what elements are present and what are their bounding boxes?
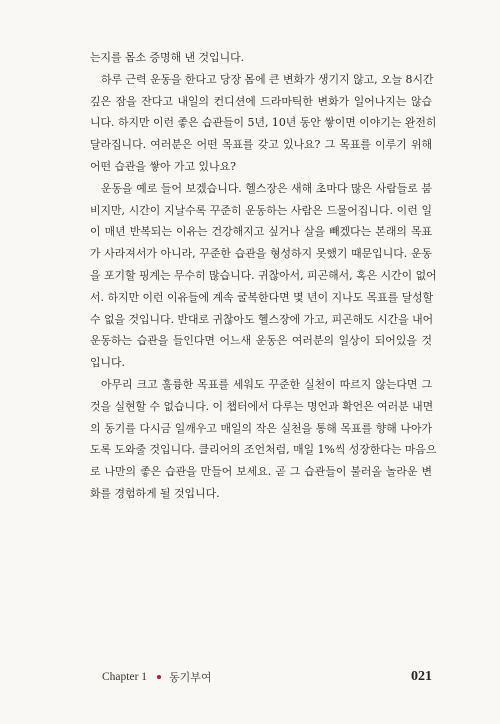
- body-line: 입니다.: [90, 356, 126, 370]
- body-text: [90, 47, 437, 505]
- body-line: 운동을 예로 들어 보겠습니다. 헬스장은 새해 초마다 많은 사람들로 붐: [101, 181, 432, 195]
- body-line: 화를 경험하게 될 것입니다.: [90, 486, 220, 500]
- page-number: 021: [411, 669, 432, 684]
- body-line: 운동하는 습관을 들인다면 어느새 운동은 여러분의 일상이 되어있을 것: [90, 334, 432, 348]
- body-line: 이 매년 반복되는 이유는 건강해지고 싶거나 살을 빼겠다는 본래의 목표: [90, 225, 432, 239]
- page-footer: [102, 667, 432, 687]
- body-line: 을 포기할 핑계는 무수히 많습니다. 귀찮아서, 피곤해서, 혹은 시간이 없어: [90, 268, 437, 282]
- bullet-icon: [157, 675, 161, 679]
- chapter-title: 동기부여: [169, 671, 212, 684]
- body-line: 가 사라져서가 아니라, 꾸준한 습관을 형성하지 못했기 때문입니다. 운동: [90, 247, 432, 261]
- body-line: 것을 실현할 수 없습니다. 이 챕터에서 다루는 명언과 확언은 여러분 내면: [90, 399, 434, 413]
- body-line: 달라집니다. 여러분은 어떤 목표를 갖고 있나요? 그 목표를 이루기 위해: [90, 138, 432, 152]
- body-line: 어떤 습관을 쌓아 가고 있나요?: [90, 159, 236, 173]
- body-line: 니다. 하지만 이런 좋은 습관들이 5년, 10년 동안 쌓이면 이야기는 완전히: [90, 116, 437, 130]
- body-line: 하루 근력 운동을 한다고 당장 몸에 큰 변화가 생기지 않고, 오늘 8시간: [101, 72, 434, 86]
- body-line: 서. 하지만 이런 이유들에 계속 굴복한다면 몇 년이 지나도 목표를 달성할: [90, 290, 434, 304]
- body-line: 비지만, 시간이 지날수록 꾸준히 운동하는 사람은 드물어집니다. 이런 일: [90, 203, 432, 217]
- body-line: 깊은 잠을 잔다고 내일의 컨디션에 드라마틱한 변화가 일어나지는 않습: [90, 94, 432, 108]
- body-line: 수 없을 것입니다. 반대로 귀찮아도 헬스장에 가고, 피곤해도 시간을 내어: [90, 312, 434, 326]
- body-line: 의 동기를 다시금 일깨우고 매일의 작은 실천을 통해 목표를 향해 나아가: [90, 421, 432, 435]
- body-line: 아무리 크고 훌륭한 목표를 세워도 꾸준한 실천이 따르지 않는다면 그: [101, 377, 432, 391]
- body-line: 도록 도와줄 것입니다. 클리어의 조언처럼, 매일 1%씩 성장한다는 마음으: [90, 443, 437, 457]
- chapter-label: Chapter 1: [102, 671, 148, 683]
- body-line: 는지를 몸소 증명해 낸 것입니다.: [90, 51, 245, 64]
- body-line: 로 나만의 좋은 습관을 만들어 보세요. 곧 그 습관들이 불러올 놀라운 변: [90, 465, 432, 479]
